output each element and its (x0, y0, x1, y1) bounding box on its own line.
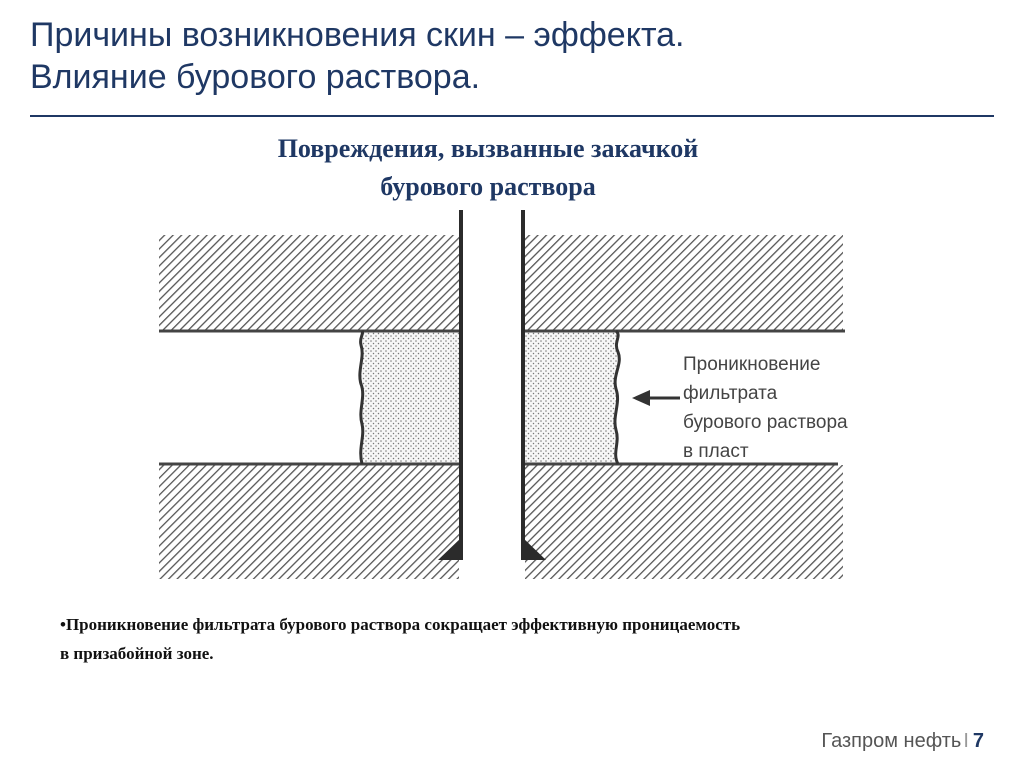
callout-arrow-head (632, 390, 650, 406)
wellbore (463, 210, 521, 560)
page-number: 7 (972, 730, 984, 752)
callout-line-1: Проникновение (683, 354, 821, 375)
bullet-point (60, 610, 990, 668)
filtrate-zone-left (360, 331, 459, 464)
callout-line-2: фильтрата (683, 383, 778, 404)
callout-line-3: бурового раствора (683, 412, 848, 433)
upper-layer-left (159, 235, 459, 330)
invasion-front-left (360, 331, 363, 464)
filtrate-callout (683, 350, 913, 466)
diagram-title-line-1: Повреждения, вызванные закачкой (277, 134, 699, 163)
bullet-line-2: в призабойной зоне. (60, 644, 214, 663)
footer-separator: I (963, 730, 969, 752)
bullet-line-1 (60, 610, 990, 639)
filtrate-zone-right (525, 331, 619, 464)
callout-line-4: в пласт (683, 441, 749, 462)
bullet-text-1: Проникновение фильтрата бурового раствора сокращает эффективную проницаемость (65, 615, 741, 634)
bullet-marker: • (60, 615, 66, 634)
upper-layer-right (525, 235, 843, 330)
lower-layer-right (525, 465, 843, 579)
slide-title-line-2: Влияние бурового раствора. (30, 58, 481, 96)
company-name: Газпром нефть (821, 730, 962, 752)
lower-layer-left (159, 465, 459, 579)
diagram-title-line-2: бурового раствора (380, 172, 596, 201)
slide-title-line-1: Причины возникновения скин – эффекта. (30, 16, 685, 54)
footer (821, 728, 984, 754)
